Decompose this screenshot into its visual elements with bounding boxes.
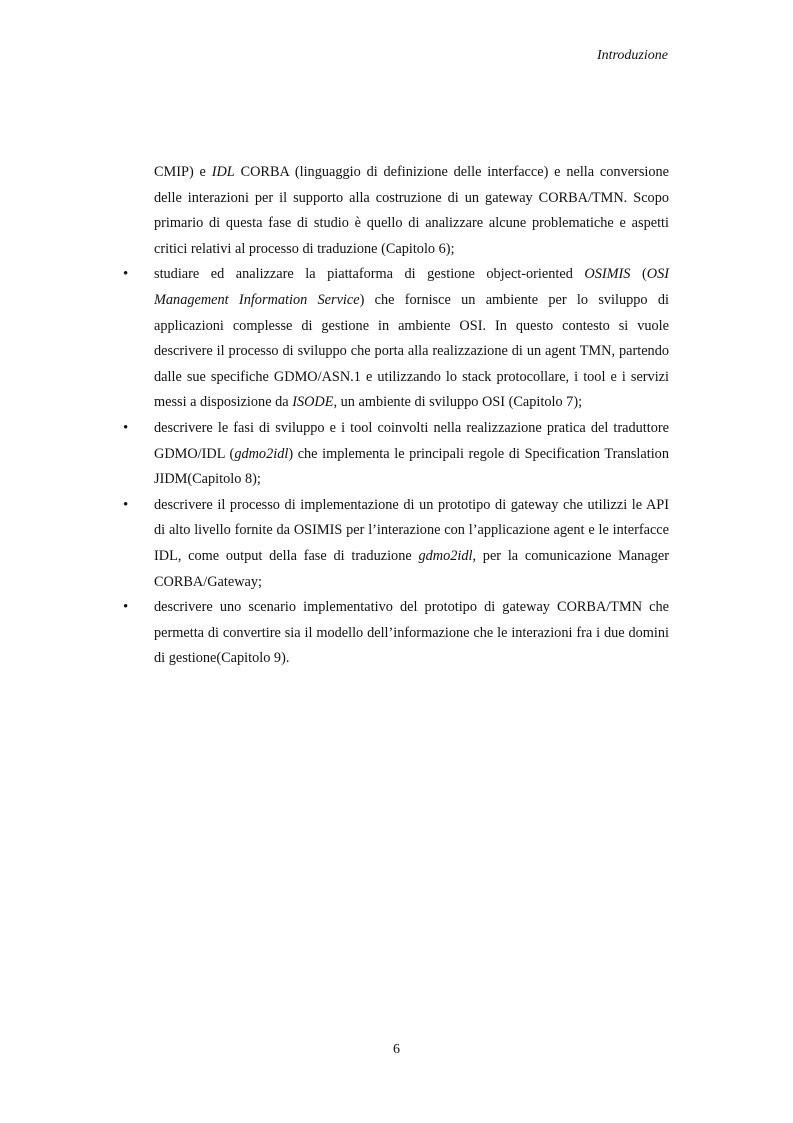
list-item (123, 595, 669, 672)
page-body (123, 160, 669, 672)
bullet-1-term-isode: ISODE (292, 394, 334, 411)
bullet-1-text-3: ) che fornisce un ambiente per lo sviluppo di applicazioni complesse di gestione in ambiente OSI. In questo contesto si vuole descrivere il processo di sviluppo che porta alla realizzazione di un agent TMN, partendo dalle sue specifiche GDMO/ASN.1 e utilizzando lo stack protocollare, i tool e i servizi messi a disposizione da (154, 291, 669, 411)
continuation-term-idl: IDL (211, 164, 235, 180)
list-item (123, 416, 669, 493)
bullet-2-text-2: ) che implementa le principali regole di Specification Translation JIDM(Capitolo 8); (154, 445, 669, 488)
page-number: 6 (393, 1042, 400, 1057)
continuation-text-1: CMIP) e (154, 164, 212, 180)
continuation-text-2: CORBA (linguaggio di definizione delle interfacce) e nella conversione delle interazioni per il supporto alla costruzione di un gateway CORBA/TMN. Scopo primario di questa fase di studio è quello di analizzare alcune problematiche e aspetti critici relativi al processo di traduzione (Capitolo 6); (154, 164, 669, 257)
bullet-3-text-2: , per la comunicazione Manager CORBA/Gateway; (154, 547, 669, 590)
list-item (123, 493, 669, 595)
bullet-icon: • (123, 266, 129, 283)
running-header: Introduzione (596, 48, 668, 63)
bullet-3-text-1: descrivere il processo di implementazione di un prototipo di gateway che utilizzi le API di alto livello fornite da OSIMIS per l’interazione con l’applicazione agent e le interfacce IDL, come output della fase di traduzione (154, 496, 669, 564)
bullet-4-text-1: descrivere uno scenario implementativo del prototipo di gateway CORBA/TMN che permetta di convertire sia il modello dell’informazione che le interazioni fra i due domini di gestione(Capitolo 9). (154, 599, 669, 667)
bullet-1-text-2: ( (630, 266, 647, 283)
bullet-1-text-1: studiare ed analizzare la piattaforma di gestione object-oriented (154, 266, 585, 283)
continuation-paragraph (154, 160, 669, 262)
bullet-1-text-4: , un ambiente di sviluppo OSI (Capitolo 7); (333, 394, 583, 411)
bullet-1-term-osi-service: OSI Management Information Service (154, 266, 669, 308)
bullet-2-term-gdmo2idl: gdmo2idl (234, 445, 289, 462)
bullet-2-text-1: descrivere le fasi di sviluppo e i tool coinvolti nella realizzazione pratica del traduttore GDMO/IDL ( (154, 419, 669, 462)
bullet-icon: • (123, 599, 129, 616)
bullet-icon: • (123, 419, 129, 436)
list-item (123, 262, 669, 416)
bullet-1-term-osimis: OSIMIS (584, 266, 631, 283)
bullet-3-term-gdmo2idl: gdmo2idl (418, 547, 473, 564)
bullet-icon: • (123, 496, 129, 513)
